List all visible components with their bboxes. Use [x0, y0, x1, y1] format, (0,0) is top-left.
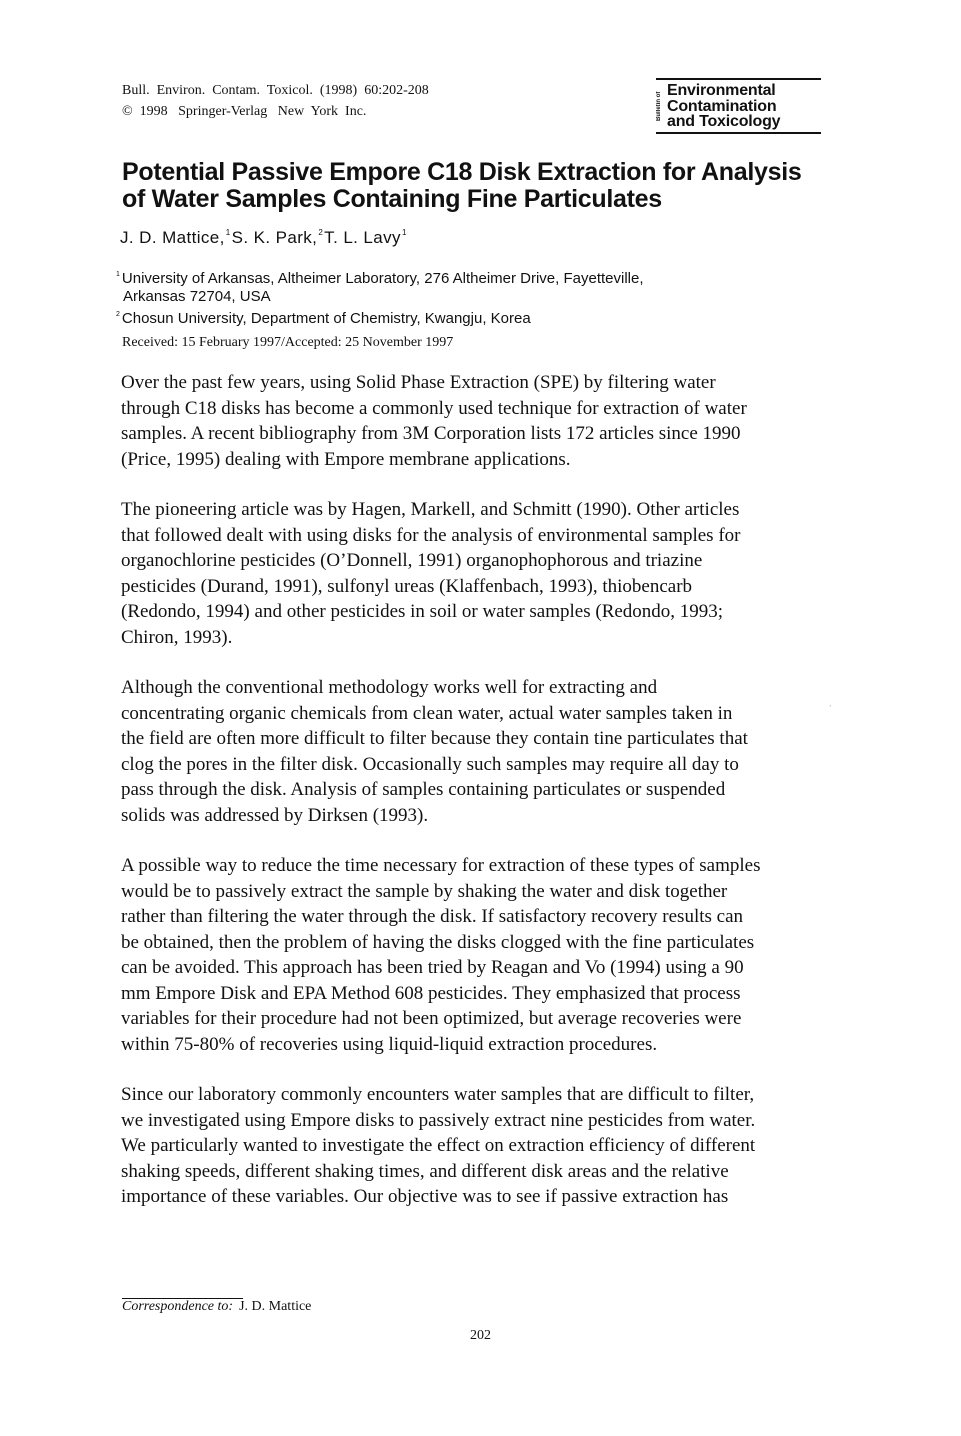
journal-logo [656, 78, 821, 134]
article-title [122, 159, 842, 213]
text-line: shaking speeds, different shaking times, and different disk areas and the relative [121, 1160, 729, 1182]
page-number: 202 [470, 1328, 491, 1343]
text-line: We particularly wanted to investigate the effect on extraction efficiency of different [121, 1135, 756, 1156]
text-line: The pioneering article was by Hagen, Markell, and Schmitt (1990). Other articles [121, 499, 740, 520]
text-line: solids was addressed by Dirksen (1993). [121, 804, 429, 826]
text-line: Over the past few years, using Solid Phase Extraction (SPE) by filtering water [121, 372, 716, 393]
text-line: can be avoided. This approach has been tried by Reagan and Vo (1994) using a 90 [121, 957, 744, 978]
text-line: importance of these variables. Our objective was to see if passive extraction has [121, 1186, 729, 1207]
title-line: Potential Passive Empore C18 Disk Extraction for Analysis [122, 158, 802, 186]
affiliation-mark: 1 [116, 271, 120, 278]
author-name: J. D. Mattice, [120, 228, 225, 247]
text-line: pesticides (Durand, 1991), sulfonyl ureas (Klaffenbach, 1993), thiobencarb [121, 575, 693, 597]
body-paragraph [121, 1082, 846, 1210]
text-line: (Price, 1995) dealing with Empore membrane applications. [121, 448, 571, 470]
body-paragraph [121, 370, 846, 472]
body-paragraph [121, 853, 846, 1057]
text-line: we investigated using Empore disks to passively extract nine pesticides from water. [121, 1109, 756, 1131]
text-line: that followed dealt with using disks for the analysis of environmental samples for [121, 524, 741, 546]
text-line: concentrating organic chemicals from clean water, actual water samples taken in [121, 702, 733, 724]
journal-citation [122, 80, 429, 122]
text-line: rather than filtering the water through the disk. If satisfactory recovery results can [121, 906, 744, 927]
text-line: A possible way to reduce the time necessary for extraction of these types of samples [121, 855, 761, 876]
journal-logo-line: Environmental [667, 82, 776, 99]
footnote-name: J. D. Mattice [239, 1299, 312, 1314]
author-name: S. K. Park, [231, 228, 318, 247]
scan-speck: ` [829, 704, 832, 713]
affiliation-continuation: Arkansas 72704, USA [123, 288, 271, 305]
text-line: through C18 disks has become a commonly used technique for extraction of water [121, 397, 747, 419]
text-line: Since our laboratory commonly encounters water samples that are difficult to filter, [121, 1084, 755, 1105]
citation-line: Bull. Environ. Contam. Toxicol. (1998) 60:202-208 [122, 83, 429, 98]
text-line: be obtained, then the problem of having the disks clogged with the fine particulates [121, 931, 755, 953]
affiliations [116, 266, 644, 328]
received-date: Received: 15 February 1997/Accepted: 25 November 1997 [122, 335, 454, 350]
author-affiliation-mark: 2 [318, 228, 324, 237]
author-name: T. L. Lavy [324, 228, 401, 247]
author-affiliation-mark: 1 [401, 228, 407, 237]
text-line: the field are often more difficult to filter because they contain tine particulates that [121, 728, 748, 749]
correspondence-footnote [122, 1299, 311, 1315]
text-line: organochlorine pesticides (O’Donnell, 1991) organophophorous and triazine [121, 550, 703, 571]
title-line: of Water Samples Containing Fine Particulates [122, 185, 662, 213]
affiliation-mark: 2 [116, 311, 120, 318]
text-line: Chiron, 1993). [121, 626, 233, 648]
copyright-line: © 1998 Springer-Verlag New York Inc. [122, 104, 367, 119]
text-line: pass through the disk. Analysis of samples containing particulates or suspended [121, 779, 726, 800]
footnote-label: Correspondence to: [122, 1299, 234, 1314]
text-line: Although the conventional methodology works well for extracting and [121, 677, 658, 698]
text-line: samples. A recent bibliography from 3M Corporation lists 172 articles since 1990 [121, 423, 741, 444]
body-paragraph [121, 497, 846, 650]
journal-logo-line: Contamination [667, 97, 777, 115]
text-line: within 75-80% of recoveries using liquid-liquid extraction procedures. [121, 1033, 658, 1055]
text-line: mm Empore Disk and EPA Method 608 pesticides. They emphasized that process [121, 982, 741, 1004]
affiliation [116, 266, 644, 288]
affiliation-text: Chosun University, Department of Chemistry, Kwangju, Korea [121, 310, 531, 327]
text-line: clog the pores in the filter disk. Occasionally such samples may require all day to [121, 753, 739, 775]
text-line: variables for their procedure had not been optimized, but average recoveries were [121, 1008, 742, 1029]
text-line: (Redondo, 1994) and other pesticides in soil or water samples (Redondo, 1993; [121, 601, 724, 622]
journal-logo-side-text: Bulletin of [656, 91, 662, 121]
body-paragraph [121, 675, 846, 828]
author-list [120, 228, 408, 248]
affiliation [116, 306, 644, 328]
text-line: would be to passively extract the sample by shaking the water and disk together [121, 880, 728, 902]
author-affiliation-mark: 1 [225, 228, 231, 237]
affiliation-text: University of Arkansas, Altheimer Laboratory, 276 Altheimer Drive, Fayetteville, [121, 270, 644, 287]
journal-logo-line: and Toxicology [667, 113, 781, 130]
